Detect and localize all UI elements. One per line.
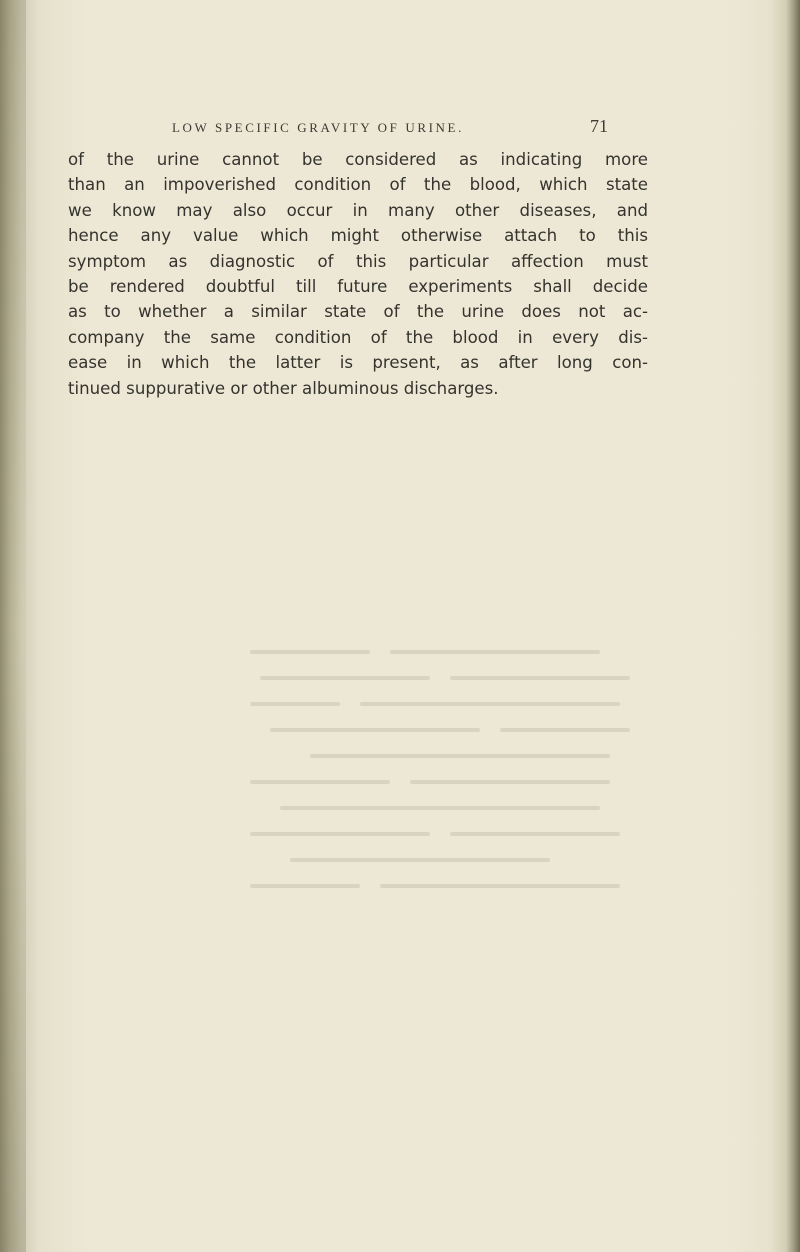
text-line: we know may also occur in many other diseases, and <box>68 200 648 220</box>
binding-gutter-shadow <box>0 0 26 1252</box>
body-paragraph <box>68 147 648 401</box>
text-line: be rendered doubtful till future experiments shall decide <box>68 277 648 297</box>
text-line: tinued suppurative or other albuminous discharges. <box>68 378 499 398</box>
text-line: as to whether a similar state of the urine does not ac- <box>68 302 648 322</box>
text-line: of the urine cannot be considered as indicating more <box>68 150 648 169</box>
text-line: hence any value which might otherwise attach to this <box>68 226 648 246</box>
reverse-page-bleed-through <box>250 650 650 900</box>
text-line: than an impoverished condition of the blood, which state <box>68 175 648 195</box>
text-line: ease in which the latter is present, as after long con- <box>68 353 648 373</box>
text-line: symptom as diagnostic of this particular affection must <box>68 251 648 271</box>
text-line: company the same condition of the blood in every dis- <box>68 327 648 347</box>
page-header <box>172 116 632 140</box>
running-head: LOW SPECIFIC GRAVITY OF URINE. <box>172 120 464 135</box>
page-number: 71 <box>590 116 608 136</box>
